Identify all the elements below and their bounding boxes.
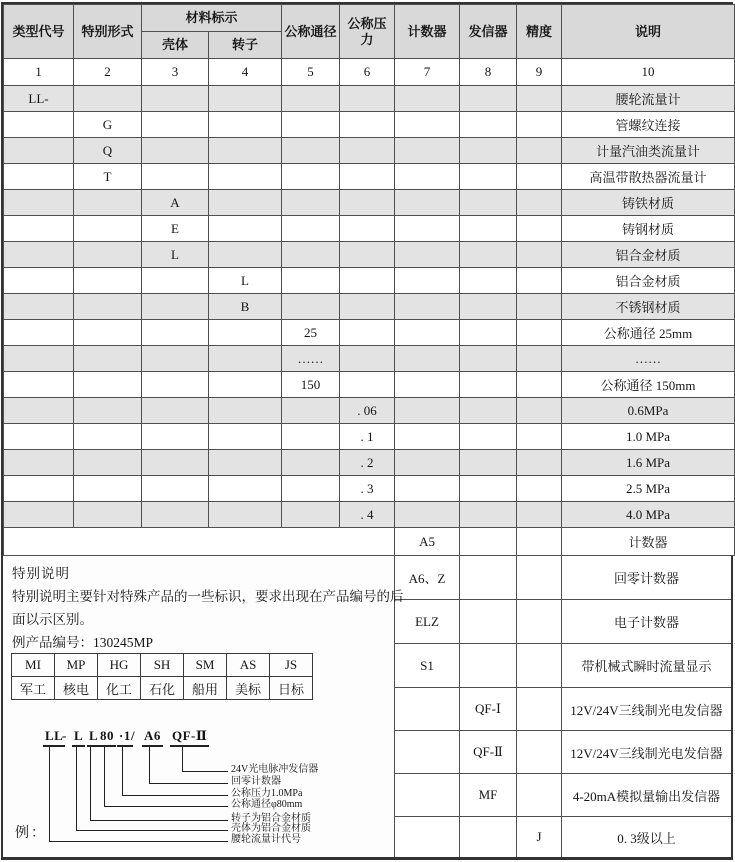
code-cell: ELZ	[395, 600, 460, 643]
header-counter: 计数器	[395, 5, 460, 59]
empty-cell	[74, 476, 142, 502]
product-code-example: 例产品编号：130245MP	[12, 635, 154, 650]
empty-cell	[517, 190, 562, 216]
desc-cell: 管螺纹连接	[562, 112, 735, 138]
code-cell: QF-Ⅰ	[460, 688, 517, 730]
empty-cell	[282, 502, 340, 528]
empty-cell	[74, 398, 142, 424]
column-number: 6	[340, 59, 395, 86]
empty-cell	[340, 320, 395, 346]
desc-cell: 0.6MPa	[562, 398, 735, 424]
desc-cell: 12V/24V三线制光电发信器	[562, 731, 731, 773]
empty-cell	[209, 398, 282, 424]
empty-cell	[395, 294, 460, 320]
empty-cell	[517, 398, 562, 424]
desc-cell: ……	[562, 346, 735, 372]
desc-cell: 铸钢材质	[562, 216, 735, 242]
empty-cell	[517, 294, 562, 320]
table-row	[4, 216, 735, 242]
column-number: 4	[209, 59, 282, 86]
empty-cell	[4, 112, 74, 138]
empty-cell	[517, 424, 562, 450]
header-material-mark: 材料标示	[142, 5, 282, 32]
empty-cell	[517, 86, 562, 112]
column-number: 2	[74, 59, 142, 86]
header-nominal-diameter: 公称通径	[282, 5, 340, 59]
empty-cell	[395, 476, 460, 502]
bottom-section	[3, 556, 731, 857]
empty-cell	[74, 450, 142, 476]
desc-cell: 计数器	[562, 528, 735, 556]
spec-table	[3, 4, 735, 556]
desc-cell: 1.0 MPa	[562, 424, 735, 450]
header-rotor: 转子	[209, 32, 282, 59]
desc-cell: 铝合金材质	[562, 242, 735, 268]
empty-cell	[209, 424, 282, 450]
empty-cell	[74, 242, 142, 268]
empty-cell	[460, 190, 517, 216]
empty-cell	[209, 242, 282, 268]
desc-cell: 1.6 MPa	[562, 450, 735, 476]
empty-cell	[395, 164, 460, 190]
empty-cell	[517, 372, 562, 398]
column-number-row	[4, 59, 735, 86]
empty-cell	[142, 476, 209, 502]
suffix-code: HG	[98, 654, 141, 677]
empty-cell	[209, 112, 282, 138]
empty-cell	[142, 268, 209, 294]
desc-cell: 公称通径 150mm	[562, 372, 735, 398]
column-number: 5	[282, 59, 340, 86]
empty-cell	[282, 216, 340, 242]
empty-cell	[209, 86, 282, 112]
empty-cell	[340, 242, 395, 268]
empty-cell	[4, 502, 74, 528]
suffix-code: MI	[12, 654, 55, 677]
empty-cell	[460, 528, 517, 556]
empty-cell	[209, 138, 282, 164]
code-part: QF-Ⅱ	[170, 728, 209, 747]
code-cell: L	[142, 242, 209, 268]
empty-cell	[460, 242, 517, 268]
empty-cell	[517, 502, 562, 528]
empty-cell	[209, 164, 282, 190]
empty-cell	[395, 398, 460, 424]
code-cell: B	[209, 294, 282, 320]
table-row	[4, 268, 735, 294]
empty-cell	[4, 164, 74, 190]
empty-cell	[395, 424, 460, 450]
desc-cell: 高温带散热器流量计	[562, 164, 735, 190]
table-row	[4, 424, 735, 450]
empty-cell	[74, 372, 142, 398]
empty-cell	[460, 372, 517, 398]
header-shell: 壳体	[142, 32, 209, 59]
empty-cell	[340, 216, 395, 242]
header-nominal-pressure: 公称压力	[340, 5, 395, 59]
suffix-code: SM	[184, 654, 227, 677]
code-cell: A	[142, 190, 209, 216]
desc-cell: 铸铁材质	[562, 190, 735, 216]
desc-cell: 腰轮流量计	[562, 86, 735, 112]
empty-cell	[460, 164, 517, 190]
merged-blank-cell	[4, 528, 395, 556]
suffix-code: SH	[141, 654, 184, 677]
empty-cell	[460, 112, 517, 138]
empty-cell	[395, 450, 460, 476]
code-part: 80	[98, 728, 116, 747]
empty-cell	[460, 450, 517, 476]
empty-cell	[340, 164, 395, 190]
notes-title: 特别说明	[12, 566, 70, 581]
code-cell: J	[517, 817, 562, 857]
table-row	[4, 112, 735, 138]
empty-cell	[4, 294, 74, 320]
code-cell: . 06	[340, 398, 395, 424]
desc-cell: 公称通径 25mm	[562, 320, 735, 346]
empty-cell	[4, 476, 74, 502]
empty-cell	[282, 476, 340, 502]
empty-cell	[4, 216, 74, 242]
example-prefix-label: 例：	[15, 826, 47, 841]
suffix-code: MP	[55, 654, 98, 677]
empty-cell	[74, 502, 142, 528]
callout-label: 腰轮流量计代号	[231, 834, 301, 845]
suffix-code: AS	[227, 654, 270, 677]
empty-cell	[142, 320, 209, 346]
option-row	[395, 774, 731, 817]
option-row	[395, 644, 731, 688]
desc-cell: 电子计数器	[562, 600, 731, 643]
callout-line	[49, 747, 228, 842]
callout-label: 24V光电脉冲发信器	[231, 764, 319, 775]
empty-cell	[142, 112, 209, 138]
empty-cell	[395, 268, 460, 294]
empty-cell	[460, 556, 517, 599]
code-cell: . 1	[340, 424, 395, 450]
empty-cell	[395, 86, 460, 112]
empty-cell	[395, 346, 460, 372]
empty-cell	[395, 112, 460, 138]
empty-cell	[460, 644, 517, 687]
desc-cell: 铝合金材质	[562, 268, 735, 294]
header-type-code: 类型代号	[4, 5, 74, 59]
header-description: 说明	[562, 5, 735, 59]
table-row	[4, 86, 735, 112]
empty-cell	[142, 398, 209, 424]
code-cell: G	[74, 112, 142, 138]
empty-cell	[4, 346, 74, 372]
column-number: 3	[142, 59, 209, 86]
table-row	[4, 320, 735, 346]
empty-cell	[4, 190, 74, 216]
code-part: -	[62, 728, 67, 743]
empty-cell	[460, 476, 517, 502]
empty-cell	[74, 346, 142, 372]
table-row	[4, 242, 735, 268]
empty-cell	[282, 164, 340, 190]
option-row	[395, 817, 731, 857]
empty-cell	[517, 164, 562, 190]
table-row	[4, 346, 735, 372]
empty-cell	[142, 502, 209, 528]
desc-cell: 2.5 MPa	[562, 476, 735, 502]
code-part: ·1	[117, 728, 133, 747]
code-cell: MF	[460, 774, 517, 816]
desc-cell: 0. 3级以上	[562, 817, 731, 857]
callout-label: 公称压力1.0MPa	[231, 788, 303, 799]
table-row	[4, 164, 735, 190]
empty-cell	[340, 372, 395, 398]
empty-cell	[142, 372, 209, 398]
empty-cell	[74, 86, 142, 112]
suffix-meaning: 核电	[55, 677, 98, 700]
empty-cell	[282, 242, 340, 268]
empty-cell	[74, 320, 142, 346]
desc-cell: 4.0 MPa	[562, 502, 735, 528]
callout-label: 公称通径φ80mm	[231, 799, 303, 810]
empty-cell	[395, 731, 460, 773]
code-cell: T	[74, 164, 142, 190]
empty-cell	[4, 398, 74, 424]
callout-label: 回零计数器	[231, 776, 281, 787]
table-row	[4, 476, 735, 502]
empty-cell	[142, 86, 209, 112]
empty-cell	[517, 268, 562, 294]
code-breakdown-diagram	[3, 556, 394, 857]
code-cell: A5	[395, 528, 460, 556]
notes-line-1: 特别说明主要针对特殊产品的一些标识，要求出现在产品编号的后	[12, 589, 404, 604]
empty-cell	[142, 346, 209, 372]
empty-cell	[395, 216, 460, 242]
suffix-meaning: 化工	[98, 677, 141, 700]
empty-cell	[209, 346, 282, 372]
suffix-meaning: 船用	[184, 677, 227, 700]
code-part: A6	[142, 728, 163, 747]
empty-cell	[517, 644, 562, 687]
empty-cell	[395, 502, 460, 528]
empty-cell	[209, 450, 282, 476]
empty-cell	[340, 268, 395, 294]
code-part: /	[131, 728, 136, 743]
header-precision: 精度	[517, 5, 562, 59]
spec-table-frame	[1, 2, 733, 860]
code-cell: LL-	[4, 86, 74, 112]
code-cell: 25	[282, 320, 340, 346]
code-part: LL	[43, 728, 65, 747]
empty-cell	[282, 294, 340, 320]
empty-cell	[142, 424, 209, 450]
empty-cell	[517, 346, 562, 372]
suffix-code: JS	[270, 654, 313, 677]
empty-cell	[340, 138, 395, 164]
code-part: L	[72, 728, 85, 747]
empty-cell	[209, 320, 282, 346]
table-row	[4, 138, 735, 164]
table-row	[4, 502, 735, 528]
empty-cell	[74, 216, 142, 242]
empty-cell	[460, 320, 517, 346]
empty-cell	[282, 112, 340, 138]
empty-cell	[517, 216, 562, 242]
empty-cell	[4, 242, 74, 268]
suffix-meaning: 日标	[270, 677, 313, 700]
code-cell: E	[142, 216, 209, 242]
option-row	[395, 600, 731, 644]
empty-cell	[460, 502, 517, 528]
callout-label: 转子为铝合金材质	[231, 813, 311, 824]
empty-cell	[4, 450, 74, 476]
desc-cell: 12V/24V三线制光电发信器	[562, 688, 731, 730]
empty-cell	[209, 372, 282, 398]
empty-cell	[460, 86, 517, 112]
empty-cell	[517, 138, 562, 164]
suffix-meaning: 军工	[12, 677, 55, 700]
empty-cell	[517, 450, 562, 476]
empty-cell	[74, 294, 142, 320]
header-special-form: 特别形式	[74, 5, 142, 59]
code-cell: A6、Z	[395, 556, 460, 599]
notes-line-2: 面以示区别。	[12, 612, 93, 627]
empty-cell	[517, 774, 562, 816]
empty-cell	[209, 476, 282, 502]
column-number: 10	[562, 59, 735, 86]
option-row	[395, 556, 731, 600]
empty-cell	[395, 242, 460, 268]
option-row	[395, 688, 731, 731]
empty-cell	[74, 190, 142, 216]
empty-cell	[395, 138, 460, 164]
empty-cell	[340, 112, 395, 138]
empty-cell	[460, 424, 517, 450]
empty-cell	[282, 190, 340, 216]
option-rows-section	[395, 556, 731, 857]
empty-cell	[517, 528, 562, 556]
empty-cell	[460, 346, 517, 372]
code-cell: 150	[282, 372, 340, 398]
desc-cell: 带机械式瞬时流量显示	[562, 644, 731, 687]
empty-cell	[282, 268, 340, 294]
empty-cell	[517, 242, 562, 268]
empty-cell	[74, 424, 142, 450]
empty-cell	[209, 216, 282, 242]
table-row	[4, 450, 735, 476]
empty-cell	[517, 688, 562, 730]
empty-cell	[395, 320, 460, 346]
code-part: L	[87, 728, 100, 747]
column-number: 8	[460, 59, 517, 86]
empty-cell	[460, 398, 517, 424]
empty-cell	[340, 190, 395, 216]
column-number: 9	[517, 59, 562, 86]
suffix-meaning: 美标	[227, 677, 270, 700]
empty-cell	[460, 216, 517, 242]
desc-cell: 回零计数器	[562, 556, 731, 599]
special-notes-area	[3, 556, 404, 857]
empty-cell	[4, 268, 74, 294]
empty-cell	[460, 268, 517, 294]
code-cell: L	[209, 268, 282, 294]
code-cell: . 2	[340, 450, 395, 476]
column-number: 1	[4, 59, 74, 86]
empty-cell	[517, 112, 562, 138]
empty-cell	[282, 138, 340, 164]
code-cell: . 3	[340, 476, 395, 502]
callout-label: 壳体为铝合金材质	[231, 823, 311, 834]
empty-cell	[517, 731, 562, 773]
table-row	[4, 398, 735, 424]
empty-cell	[74, 268, 142, 294]
empty-cell	[395, 817, 460, 857]
empty-cell	[4, 320, 74, 346]
code-cell: S1	[395, 644, 460, 687]
empty-cell	[517, 556, 562, 599]
empty-cell	[460, 294, 517, 320]
empty-cell	[517, 600, 562, 643]
empty-cell	[340, 86, 395, 112]
empty-cell	[517, 320, 562, 346]
empty-cell	[142, 294, 209, 320]
header-transmitter: 发信器	[460, 5, 517, 59]
empty-cell	[460, 138, 517, 164]
empty-cell	[282, 398, 340, 424]
empty-cell	[4, 424, 74, 450]
option-row	[395, 731, 731, 774]
empty-cell	[142, 164, 209, 190]
empty-cell	[340, 294, 395, 320]
desc-cell: 4-20mA模拟量输出发信器	[562, 774, 731, 816]
empty-cell	[395, 774, 460, 816]
table-row	[4, 528, 735, 556]
code-cell: QF-Ⅱ	[460, 731, 517, 773]
empty-cell	[142, 450, 209, 476]
empty-cell	[517, 476, 562, 502]
empty-cell	[4, 372, 74, 398]
desc-cell: 计量汽油类流量计	[562, 138, 735, 164]
empty-cell	[4, 138, 74, 164]
empty-cell	[460, 600, 517, 643]
empty-cell	[209, 502, 282, 528]
empty-cell	[340, 346, 395, 372]
column-number: 7	[395, 59, 460, 86]
table-row	[4, 294, 735, 320]
table-row	[4, 372, 735, 398]
empty-cell	[209, 190, 282, 216]
empty-cell	[395, 190, 460, 216]
empty-cell	[395, 688, 460, 730]
code-cell: Q	[74, 138, 142, 164]
empty-cell	[395, 372, 460, 398]
table-row	[4, 190, 735, 216]
empty-cell	[282, 450, 340, 476]
empty-cell	[460, 817, 517, 857]
empty-cell	[282, 424, 340, 450]
empty-cell	[282, 86, 340, 112]
desc-cell: 不锈钢材质	[562, 294, 735, 320]
empty-cell	[142, 138, 209, 164]
code-cell: . 4	[340, 502, 395, 528]
suffix-meaning: 石化	[141, 677, 184, 700]
code-cell: ……	[282, 346, 340, 372]
